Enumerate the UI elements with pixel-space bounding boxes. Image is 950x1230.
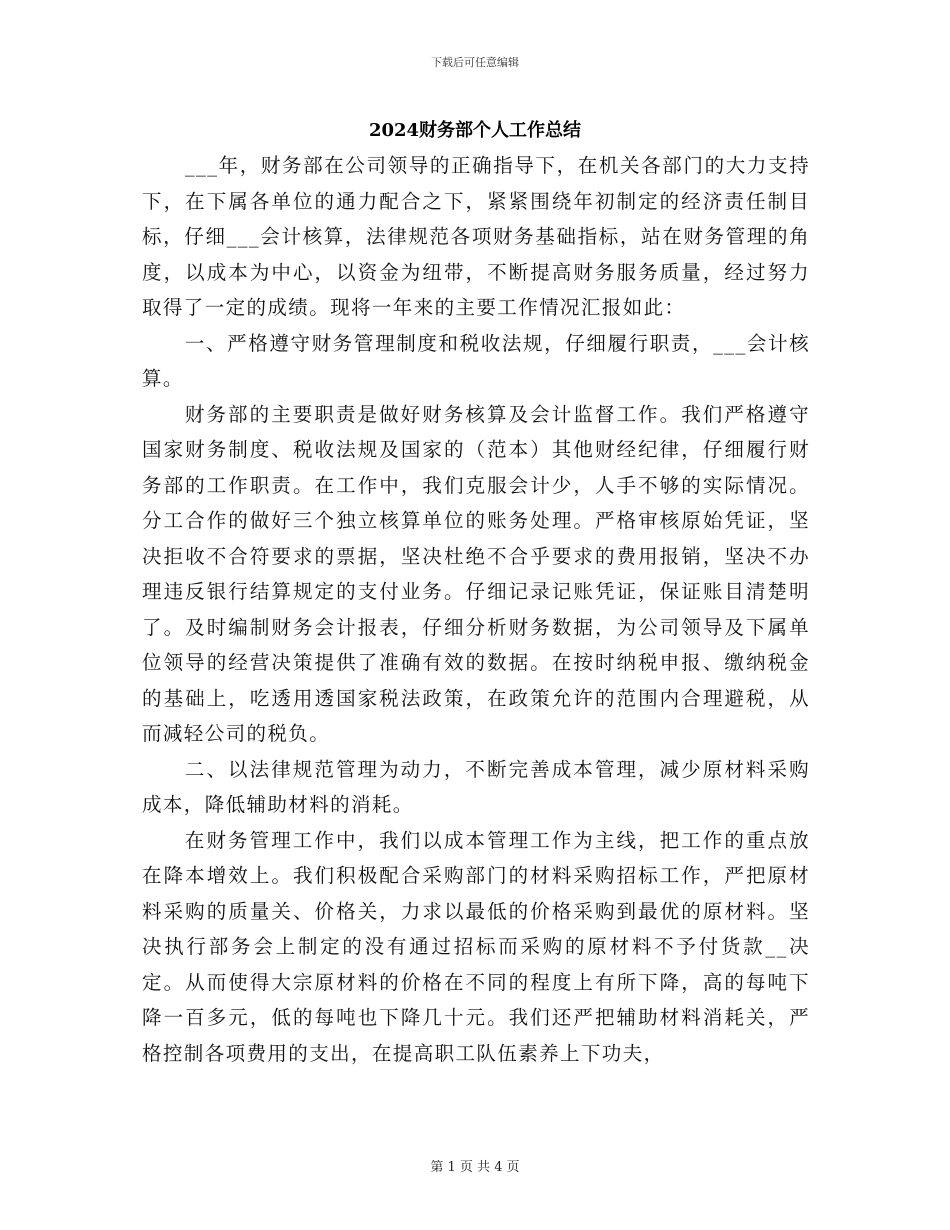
paragraph-section-2-heading: 二、以法律规范管理为动力，不断完善成本管理，减少原材料采购成本，降低辅助材料的消耗。: [142, 757, 810, 816]
page-footer: 第 1 页 共 4 页: [430, 1160, 520, 1175]
document-title: 2024财务部个人工作总结: [368, 120, 582, 141]
header-note: 下载后可任意编辑: [431, 56, 519, 69]
document-body: [142, 148, 810, 1071]
paragraph-section-2-body: 在财务管理工作中，我们以成本管理工作为主线，把工作的重点放在降本增效上。我们积极配合采购部门的材料采购招标工作，严把原材料采购的质量关、价格关，力求以最低的价格采购到最优的原材料。坚决执行部务会上制定的没有通过招标而采购的原材料不予付货款__决定。从而使得大宗原材料的价格在不同的程度上有所下降，高的每吨下降一百多元，低的每吨也下降几十元。我们还严把辅助材料消耗关，严格控制各项费用的支出，在提高职工队伍素养上下功夫，: [142, 828, 810, 1065]
paragraph-section-1-body: 财务部的主要职责是做好财务核算及会计监督工作。我们严格遵守国家财务制度、税收法规及国家的（范本）其他财经纪律，仔细履行财务部的工作职责。在工作中，我们克服会计少，人手不够的实际情况。分工合作的做好三个独立核算单位的账务处理。严格审核原始凭证，坚决拒收不合符要求的票据，坚决杜绝不合乎要求的费用报销，坚决不办理违反银行结算规定的支付业务。仔细记录记账凭证，保证账目清楚明了。及时编制财务会计报表，仔细分析财务数据，为公司领导及下属单位领导的经营决策提供了准确有效的数据。在按时纳税申报、缴纳税金的基础上，吃透用透国家税法政策，在政策允许的范围内合理避税，从而减轻公司的税负。: [142, 402, 810, 745]
paragraph-intro: ___年，财务部在公司领导的正确指导下，在机关各部门的大力支持下，在下属各单位的通力配合之下，紧紧围绕年初制定的经济责任制目标，仔细___会计核算，法律规范各项财务基础指标，站在财务管理的角度，以成本为中心，以资金为纽带，不断提高财务服务质量，经过努力取得了一定的成绩。现将一年来的主要工作情况汇报如此：: [142, 154, 810, 319]
paragraph-section-1-heading: 一、严格遵守财务管理制度和税收法规，仔细履行职责，___会计核算。: [142, 331, 810, 390]
